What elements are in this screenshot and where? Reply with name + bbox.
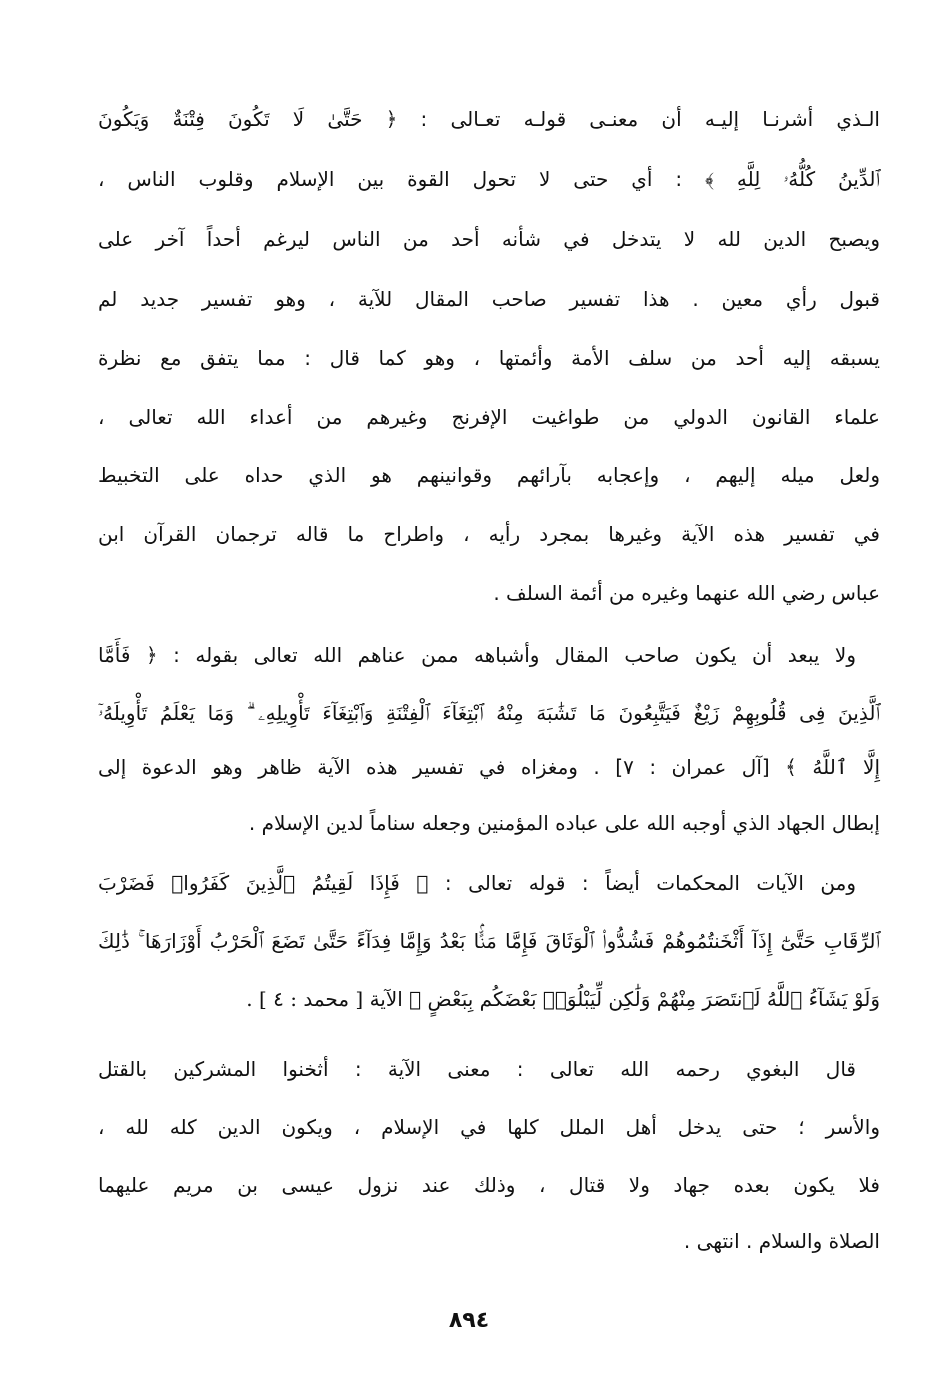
text-line: قال البغوي رحمه الله تعالى : معنى الآية : أثخنوا المشركين بالقتل [98,1057,856,1081]
text-line: الـذي أشرنـا إليـه أن معنـى قولـه تعـالى : ﴿ حَتَّىٰ لَا تَكُونَ فِتْنَةٌ وَيَكُونَ [98,107,880,131]
text-line: ولا يبعد أن يكون صاحب المقال وأشباهه ممن عناهم الله تعالى بقوله : ﴿ فَأَمَّا [98,643,856,667]
text-line: علماء القانون الدولي من طواغيت الإفرنج وغيرهم من أعداء الله تعالى ، [98,405,880,429]
text-line: والأسر ؛ حتى يدخل أهل الملل كلها في الإسلام ، ويكون الدين كله لله ، [98,1115,880,1139]
text-line: الصلاة والسلام . انتهى . [683,1229,880,1253]
text-line: في تفسير هذه الآية وغيرها بمجرد رأيه ، واطراح ما قاله ترجمان القرآن ابن [98,522,880,546]
quran-line: ٱلرِّقَابِ حَتَّىٰٓ إِذَآ أَثْخَنتُمُوهُمْ فَشُدُّوا۟ ٱلْوَثَاقَ فَإِمَّا مَنًّۢا بَعْدُ وَإِمَّا فِدَآءً حَتَّىٰ تَضَعَ ٱلْحَرْبُ أَوْزَارَهَا ۚ ذَٰلِكَ [98,929,880,953]
text-line: قبول رأي معين . هذا تفسير صاحب المقال للآية ، وهو تفسير جديد لم [98,287,880,311]
text-line: يسبقه إليه أحد من سلف الأمة وأئمتها ، وهو كما قال : مما يتفق مع نظرة [98,346,880,370]
text-line: إبطال الجهاد الذي أوجبه الله على عباده المؤمنين وجعله سناماً لدين الإسلام . [248,811,880,835]
text-line: ويصبح الدين لله لا يتدخل في شأنه أحد من الناس ليرغم أحداً آخر على [98,227,880,251]
quran-line: وَلَوْ يَشَآءُ ٱللَّهُ لَٱنتَصَرَ مِنْهُمْ وَلَٰكِن لِّيَبْلُوَا۟ بَعْضَكُم بِبَعْضٍ ﴾ الآية [ محمد : ٤ ] . [246,987,880,1011]
text-line: عباس رضي الله عنهما وغيره من أئمة السلف . [493,581,880,605]
text-line: ولعل ميله إليهم ، وإعجابه بآرائهم وقوانينهم هو الذي حداه على التخبيط [98,463,880,487]
text-line: ٱلدِّينُ كُلُّهُۥ لِلَّهِ ﴾ : أي حتى لا تحول القوة بين الإسلام وقلوب الناس ، [98,167,880,191]
quran-line: ٱلَّذِينَ فِى قُلُوبِهِمْ زَيْغٌ فَيَتَّبِعُونَ مَا تَشَٰبَهَ مِنْهُ ٱبْتِغَآءَ ٱلْفِتْنَةِ وَٱبْتِغَآءَ تَأْوِيلِهِۦ ۗ وَمَا يَعْلَمُ تَأْوِيلَهُۥٓ [98,701,880,725]
text-line: ومن الآيات المحكمات أيضاً : قوله تعالى : ﴿ فَإِذَا لَقِيتُمُ ٱلَّذِينَ كَفَرُوا۟ فَضَرْبَ [98,871,856,895]
page-number: ٨٩٤ [448,1308,490,1333]
text-line: إِلَّا ٱللَّهُ ﴾ [آل عمران : ٧] . ومغزاه في تفسير هذه الآية ظاهر وهو الدعوة إلى [98,755,880,779]
text-line: فلا يكون بعده جهاد ولا قتال ، وذلك عند نزول عيسى بن مريم عليهما [98,1173,880,1197]
